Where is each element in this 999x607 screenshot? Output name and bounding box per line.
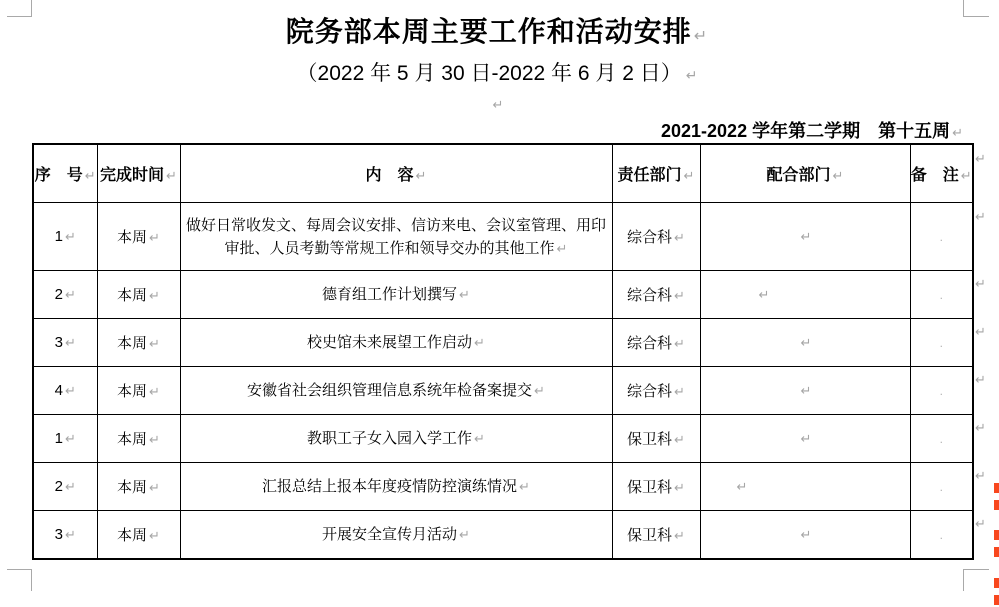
row-end-mark-icon: ↵ (975, 324, 986, 339)
cell-dept[interactable]: 综合科 ↵ (612, 319, 700, 367)
cell-note[interactable] (910, 511, 973, 559)
cell-mark-icon: ↵ (64, 383, 76, 398)
table-row (33, 203, 973, 271)
cell-no[interactable]: 4 ↵ (33, 367, 97, 415)
cell-mark-icon: ↵ (64, 479, 76, 494)
note-dot: . (939, 480, 943, 494)
cell-mark-icon: ↵ (415, 168, 427, 183)
cell-mark-icon: ↵ (800, 431, 812, 446)
row-end-mark-icon: ↵ (975, 151, 986, 166)
semester-text[interactable]: 2021-2022 学年第二学期 第十五周 (661, 121, 951, 141)
cell-note[interactable] (910, 271, 973, 319)
table-header-row (33, 144, 973, 203)
cell-mark-icon: ↵ (674, 336, 685, 351)
note-dot: . (939, 336, 943, 350)
cell-mark-icon: ↵ (84, 168, 96, 183)
note-dot: . (939, 230, 943, 244)
header-content[interactable]: 内 容 ↵ (180, 144, 612, 203)
cell-note[interactable] (910, 203, 973, 271)
cell-coop[interactable] (700, 319, 910, 367)
cell-content[interactable]: 安徽省社会组织管理信息系统年检备案提交 ↵ (180, 367, 612, 415)
document-subtitle[interactable] (31, 57, 963, 92)
table-row (33, 415, 973, 463)
row-end-mark-icon: ↵ (975, 372, 986, 387)
note-dot: . (939, 432, 943, 446)
paragraph-mark-icon: ↵ (685, 67, 698, 83)
cell-mark-icon: ↵ (149, 480, 160, 495)
table-row (33, 463, 973, 511)
cell-no[interactable]: 3 ↵ (33, 511, 97, 559)
revision-mark (994, 530, 999, 558)
cell-mark-icon: ↵ (149, 384, 160, 399)
cell-mark-icon: ↵ (674, 432, 685, 447)
table-row (33, 367, 973, 415)
cell-time[interactable]: 本周 ↵ (97, 203, 180, 271)
cell-note[interactable] (910, 319, 973, 367)
cell-time[interactable]: 本周 ↵ (97, 319, 180, 367)
note-dot: . (939, 288, 943, 302)
cell-mark-icon: ↵ (474, 335, 485, 350)
paragraph-mark-icon: ↵ (492, 97, 504, 112)
cell-note[interactable] (910, 367, 973, 415)
cell-mark-icon: ↵ (149, 230, 160, 245)
cell-mark-icon: ↵ (800, 526, 812, 542)
cell-mark-icon: ↵ (674, 527, 685, 543)
cell-mark-icon: ↵ (459, 526, 470, 542)
cell-content[interactable]: 德育组工作计划撰写 ↵ (180, 271, 612, 319)
schedule-table (32, 143, 974, 560)
subtitle-text[interactable]: （2022 年 5 月 30 日-2022 年 6 月 2 日） (296, 62, 682, 85)
revision-mark (994, 483, 999, 513)
cell-coop[interactable] (700, 367, 910, 415)
cell-content[interactable]: 做好日常收发文、每周会议安排、信访来电、会议室管理、用印审批、人员考勤等常规工作和领导交办的其他工作 ↵ (180, 203, 612, 271)
cell-mark-icon: ↵ (64, 526, 76, 542)
cell-no[interactable]: 1 ↵ (33, 415, 97, 463)
row-end-mark-icon: ↵ (975, 209, 986, 224)
table-row (33, 319, 973, 367)
cell-dept[interactable]: 保卫科 ↵ (612, 415, 700, 463)
document-heading (31, 12, 963, 147)
cell-mark-icon: ↵ (674, 384, 685, 399)
cell-mark-icon: ↵ (960, 168, 972, 183)
cell-mark-icon: ↵ (736, 479, 748, 494)
cell-mark-icon: ↵ (674, 288, 685, 303)
cell-mark-icon: ↵ (149, 527, 160, 543)
cell-mark-icon: ↵ (800, 229, 812, 244)
row-end-mark-icon: ↵ (975, 276, 986, 291)
cell-no[interactable]: 2 ↵ (33, 271, 97, 319)
cell-note[interactable] (910, 415, 973, 463)
cell-mark-icon: ↵ (149, 288, 160, 303)
cell-mark-icon: ↵ (674, 480, 685, 495)
cell-mark-icon: ↵ (459, 287, 470, 302)
cell-coop[interactable] (700, 415, 910, 463)
note-dot: . (939, 384, 943, 398)
cell-mark-icon: ↵ (166, 168, 177, 183)
cell-time[interactable]: 本周 ↵ (97, 367, 180, 415)
title-text[interactable]: 院务部本周主要工作和活动安排 (285, 16, 692, 47)
row-end-mark-icon: ↵ (975, 468, 986, 483)
cell-mark-icon: ↵ (64, 287, 76, 302)
cell-mark-icon: ↵ (683, 168, 695, 183)
table-row (33, 271, 973, 319)
row-end-mark-icon: ↵ (975, 420, 986, 435)
paragraph-mark-icon: ↵ (693, 28, 709, 45)
cell-coop[interactable] (700, 271, 910, 319)
cell-time[interactable]: 本周 ↵ (97, 271, 180, 319)
cell-no[interactable]: 3 ↵ (33, 319, 97, 367)
cell-no[interactable]: 2 ↵ (33, 463, 97, 511)
cell-dept[interactable]: 综合科 ↵ (612, 203, 700, 271)
row-end-mark-icon: ↵ (975, 516, 986, 531)
cell-mark-icon: ↵ (64, 229, 76, 244)
cell-mark-icon: ↵ (149, 336, 160, 351)
header-dept[interactable]: 责任部门 ↵ (612, 144, 700, 203)
empty-paragraph[interactable] (31, 92, 963, 117)
margin-cropmark-top-right (963, 0, 989, 17)
paragraph-mark-icon: ↵ (952, 125, 963, 140)
cell-coop[interactable] (700, 511, 910, 559)
cell-time[interactable]: 本周 ↵ (97, 463, 180, 511)
cell-coop[interactable] (700, 203, 910, 271)
header-no[interactable]: 序 号 ↵ (33, 144, 97, 203)
cell-mark-icon: ↵ (556, 240, 568, 256)
cell-mark-icon: ↵ (474, 431, 485, 446)
cell-mark-icon: ↵ (64, 431, 76, 446)
cell-no[interactable]: 1 ↵ (33, 203, 97, 271)
cell-mark-icon: ↵ (758, 287, 770, 302)
cell-mark-icon: ↵ (519, 479, 530, 494)
cell-time[interactable]: 本周 ↵ (97, 511, 180, 559)
document-title[interactable] (31, 12, 963, 57)
note-dot: . (939, 527, 943, 542)
cell-dept[interactable]: 保卫科 ↵ (612, 463, 700, 511)
cell-mark-icon: ↵ (64, 335, 76, 350)
cell-content[interactable]: 开展安全宣传月活动 ↵ (180, 511, 612, 559)
cell-mark-icon: ↵ (149, 432, 160, 447)
cell-content[interactable]: 教职工子女入园入学工作 ↵ (180, 415, 612, 463)
header-time[interactable]: 完成时间 ↵ (97, 144, 180, 203)
cell-note[interactable] (910, 463, 973, 511)
cell-mark-icon: ↵ (832, 168, 844, 183)
table-row (33, 511, 973, 559)
cell-dept[interactable]: 保卫科 ↵ (612, 511, 700, 559)
cell-mark-icon: ↵ (534, 383, 545, 398)
cell-time[interactable]: 本周 ↵ (97, 415, 180, 463)
cell-dept[interactable]: 综合科 ↵ (612, 367, 700, 415)
margin-cropmark-bottom-right (963, 569, 989, 591)
cell-coop[interactable] (700, 463, 910, 511)
cell-dept[interactable]: 综合科 ↵ (612, 271, 700, 319)
cell-mark-icon: ↵ (800, 383, 812, 398)
cell-content[interactable]: 校史馆未来展望工作启动 ↵ (180, 319, 612, 367)
cell-content[interactable]: 汇报总结上报本年度疫情防控演练情况 ↵ (180, 463, 612, 511)
header-note[interactable]: 备 注 ↵ (910, 144, 973, 203)
cell-mark-icon: ↵ (800, 335, 812, 350)
revision-mark (994, 578, 999, 607)
margin-cropmark-bottom-left (7, 569, 32, 591)
margin-cropmark-top-left (7, 0, 32, 17)
cell-mark-icon: ↵ (674, 230, 685, 245)
header-coop[interactable]: 配合部门 ↵ (700, 144, 910, 203)
